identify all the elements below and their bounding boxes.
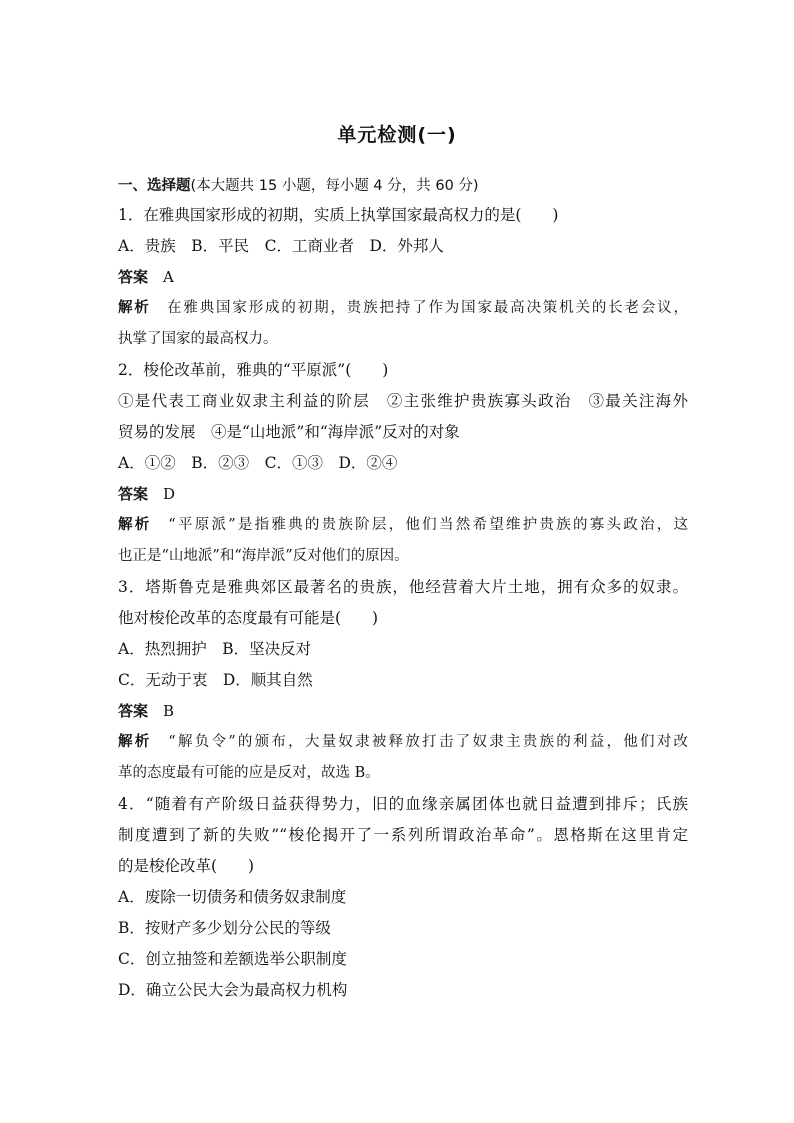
explain-text: “解负令”的颁布，大量奴隶被释放打击了奴隶主贵族的利益，他们对改: [168, 734, 689, 750]
question-4-stem-line-1: 4．“随着有产阶级日益获得势力，旧的血缘亲属团体也就日益遭到排斥；氏族: [118, 795, 688, 813]
question-1-options: A．贵族 B．平民 C．工商业者 D．外邦人: [118, 237, 444, 255]
page-title: 单元检测(一): [337, 124, 457, 146]
question-3-stem-line-1: 3．塔斯鲁克是雅典郊区最著名的贵族，他经营着大片土地，拥有众多的奴隶。: [118, 578, 688, 596]
question-3-options-line-2: C．无动于衷 D．顺其自然: [118, 671, 313, 689]
section-heading: [118, 176, 688, 196]
section-label: 一、选择题: [118, 178, 191, 194]
question-4-option-c: C．创立抽签和差额选举公职制度: [118, 950, 347, 968]
answer-label: 答案: [118, 702, 149, 720]
answer-value: B: [163, 702, 175, 720]
question-3-explain-line-1: [118, 732, 688, 752]
answer-label: 答案: [118, 485, 149, 503]
question-2-stem-line-2: ①是代表工商业奴隶主利益的阶层 ②主张维护贵族寡头政治 ③最关注海外: [118, 392, 688, 410]
question-2-explain-line-1: [118, 515, 688, 535]
explain-text: “平原派”是指雅典的贵族阶层，他们当然希望维护贵族的寡头政治，这: [168, 517, 689, 533]
question-4-option-a: A．废除一切债务和债务奴隶制度: [118, 888, 347, 906]
question-1-explain-line-1: [118, 298, 688, 318]
question-2-stem-line-1: 2．梭伦改革前，雅典的“平原派”( ): [118, 361, 389, 379]
question-3-answer: [118, 701, 688, 721]
question-4-option-b: B．按财产多少划分公民的等级: [118, 919, 331, 937]
question-4-stem-line-2: 制度遭到了新的失败”“梭伦揭开了一系列所谓政治革命”。恩格斯在这里肯定: [118, 826, 688, 844]
question-2-options: A．①② B．②③ C．①③ D．②④: [118, 454, 398, 472]
question-2-stem-line-3: 贸易的发展 ④是“山地派”和“海岸派”反对的对象: [118, 423, 460, 441]
explain-label: 解析: [118, 517, 152, 533]
question-3-options-line-1: A．热烈拥护 B．坚决反对: [118, 640, 312, 658]
explain-text: 在雅典国家形成的初期，贵族把持了作为国家最高决策机关的长老会议，: [167, 300, 689, 316]
question-1-stem: 1．在雅典国家形成的初期，实质上执掌国家最高权力的是( ): [118, 206, 559, 224]
question-1-answer: [118, 267, 688, 287]
question-4-stem-line-3: 的是梭伦改革( ): [118, 857, 255, 875]
explain-label: 解析: [118, 300, 151, 316]
answer-value: D: [163, 485, 176, 503]
section-note: (本大题共 15 小题，每小题 4 分，共 60 分): [190, 178, 479, 194]
question-1-explain-line-2: 执掌了国家的最高权力。: [118, 331, 278, 347]
question-2-answer: [118, 484, 688, 504]
question-3-stem-line-2: 他对梭伦改革的态度最有可能是( ): [118, 609, 379, 627]
question-2-explain-line-2: 也正是“山地派”和“海岸派”反对他们的原因。: [118, 548, 409, 564]
answer-label: 答案: [118, 268, 149, 286]
answer-value: A: [163, 268, 174, 286]
question-4-option-d: D．确立公民大会为最高权力机构: [118, 981, 348, 999]
explain-label: 解析: [118, 734, 152, 750]
question-3-explain-line-2: 革的态度最有可能的应是反对，故选 B。: [118, 765, 380, 781]
